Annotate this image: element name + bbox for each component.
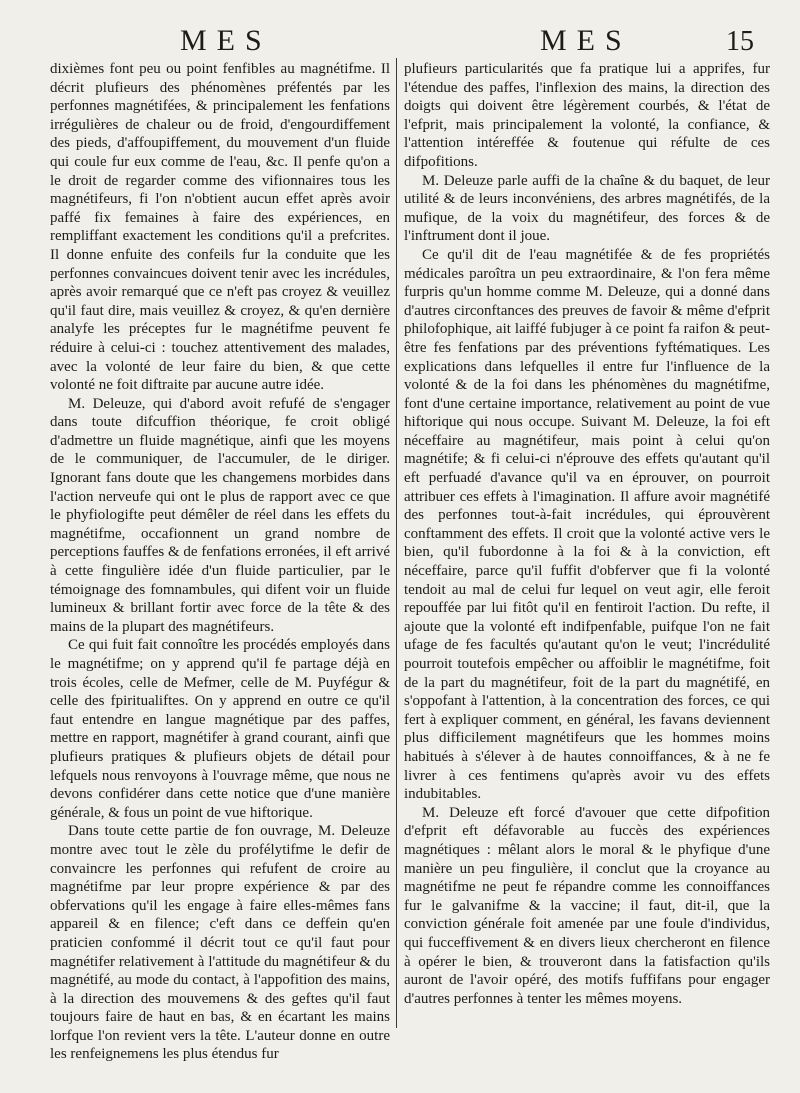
right-paragraph-3: Ce qu'il dit de l'eau magnétifée & de fes propriétés médicales paroîtra un peu extraordinaire, & l'on fera même furpris qu'un homme comme M. Deleuze, qui a donné dans d'autres circonftances des preuves de favoir & même d'efprit philofophique, ait laiffé fubjuger à ce point fa raifon & peut-être fes fenfations par des préventions fyftématiques. Les explications dans lefquelles il entre fur l'influence de la volonté & de la foi dans les phénomènes du magnétifme, font d'une certaine importance, relativement au point de vue hiftorique qui nous occupe. Suivant M. Deleuze, la foi eft néceffaire au magnétifeur, mais point à celui qu'on magnétife; & fi celui-ci n'éprouve des effets qu'autant qu'il eft perfuadé d'avance qu'il va en éprouver, on pourroit attribuer ces effets à l'imagination. Il affure avoir magnétifé des perfonnes tout-à-fait incrédules, qui éprouvèrent conftamment des effets. Il croit que la volonté active vers le bien, qu'il fubordonne à la foi & à la conviction, eft néceffaire, parce qu'il fuffit d'obferver que fi la volonté tendoit au mal de celui fur lequel on veut agir, elle feroit repouffée par lui fitôt qu'il en fentiroit l'action. Du refte, il ajoute que la volonté eft indifpenfable, puifque l'on ne fait ufage de fes facultés qu'autant qu'on le veut; l'incrédulité pourroit toutefois empêcher ou affoiblir le magnétifme, foit de la part du magnétifeur, foit de la part du magnétifé, en s'oppofant à l'attention, à la concentration des forces, ce qui fert à expliquer comment, en général, les favans deviennent plus difficilement magnétifeurs que les hommes moins habitués à s'élever à de hautes connoiffances, & à ne fe livrer à ces fentimens qu'après avoir vu des effets indubitables. <box>404 246 770 803</box>
page-number: 15 <box>726 26 754 57</box>
right-column <box>404 60 770 1040</box>
left-column <box>50 60 390 1063</box>
left-paragraph-2: M. Deleuze, qui d'abord avoit refufé de s'engager dans toute difcuffion théorique, fe croit obligé d'admettre un fluide magnétique, ainfi que les moyens de le communiquer, de l'accumuler, de le diriger. Ignorant fans doute que les changemens morbides dans l'action nerveufe qui ont le plus de rapport avec ce que le phyfiologifte peut démêler de réel dans les effets du magnétifme, occafionnent un grand nombre de perceptions fauffes & de fenfations erronées, il eft arrivé à cette fingulière idée d'un fluide particulier, par le témoignage des fomnambules, qui difent voir un fluide lumineux & brillant fortir avec force de la tête & des mains de la plupart des magnétifeurs. <box>50 395 390 635</box>
left-paragraph-4: Dans toute cette partie de fon ouvrage, M. Deleuze montre avec tout le zèle du profélytifme le defir de convaincre les perfonnes qui refufent de croire au magnétifme par leur propre expérience & par des obfervations qu'il les engage à faire elles-mêmes fans appareil & en filence; c'eft dans ce deffein qu'en praticien confommé il décrit tout ce qu'il faut pour magnétifer relativement à l'attitude du magnétifeur & du magnétifé, au mode du contact, à l'appofition des mains, à la direction des mouvemens & des geftes qu'il faut toujours faire de haut en bas, & en écartant les mains lorfque l'on revient vers la tête. L'auteur donne en outre les renfeignemens les plus étendus fur <box>50 823 390 1063</box>
right-paragraph-1: plufieurs particularités que fa pratique lui a apprifes, fur l'étendue des paffes, l'inflexion des mains, la direction des doigts qui doivent être légèrement courbés, & l'état de l'efprit, mais principalement la volonté, la confiance, & l'attention intéreffée & foutenue qui réfulte de ces difpofitions. <box>404 61 770 170</box>
header-left-title: MES <box>180 24 272 57</box>
right-paragraph-2: M. Deleuze parle auffi de la chaîne & du baquet, de leur utilité & de leurs inconvéniens, des arbres magnétifés, de la mufique, de la voix du magnétifeur, des forces & de l'inftrument dont il joue. <box>404 172 770 245</box>
header-right-title: MES <box>540 24 632 57</box>
left-paragraph-1: dixièmes font peu ou point fenfibles au magnétifme. Il décrit plufieurs des phénomènes préfentés par les perfonnes magnétifées, & principalement les fenfations irrégulières de chaleur ou de froid, d'engourdiffement des pieds, d'affoupiffement, du mouvement d'un fluide qui coule fur eux comme de l'eau, &c. Il penfe qu'on a le droit de regarder comme des vifionnaires tous les magnétifeurs, fi l'on n'obtient aucun effet après avoir paffé fix femaines à faire des expériences, en rempliffant exactement les conditions qu'il a prefcrites. Il donne enfuite des confeils fur la conduite que les perfonnes convaincues doivent tenir avec les incrédules, après avoir remarqué que ce n'eft pas croyez & veuillez qu'il faut dire, mais veuillez & croyez, & qu'en dernière analyfe les préceptes fur le magnétifme peuvent fe réduire à celui-ci : touchez attentivement des malades, avec la volonté de leur faire du bien, & que cette volonté ne foit diftraite par aucune autre idée. <box>50 61 390 394</box>
left-paragraph-3: Ce qui fuit fait connoître les procédés employés dans le magnétifme; on y apprend qu'il fe partage déjà en trois écoles, celle de Mefmer, celle de M. Puyfégur & celle des fpiritualiftes. On y apprend en outre ce qu'il faut entendre en langue magnétique par des paffes, mettre en rapport, magnétifer à grand courant, ainfi que plufieurs pratiques & plufieurs objets de détail pour lefquels nous renvoyons à l'ouvrage même, que nous ne devons confidérer dans cette notice que d'une manière générale, & fous un point de vue hiftorique. <box>50 637 390 821</box>
column-divider <box>396 58 397 1028</box>
right-paragraph-4: M. Deleuze eft forcé d'avouer que cette difpofition d'efprit eft défavorable au fuccès des expériences magnétiques : mêlant alors le moral & le phyfique d'une manière un peu fingulière, il conclut que la croyance au magnétifme ne peut fe répandre comme les connoiffances fur le galvanifme & la vaccine; il faut, dit-il, que la conviction générale foit amenée par une foule d'individus, qui fucceffivement & en divers lieux chercheront en filence à opérer le bien, & trouveront dans la fatisfaction qu'ils auront de l'avoir opéré, des motifs fuffifans pour engager d'autres perfonnes à tenter les mêmes moyens. <box>404 804 770 1007</box>
running-header <box>0 20 800 60</box>
